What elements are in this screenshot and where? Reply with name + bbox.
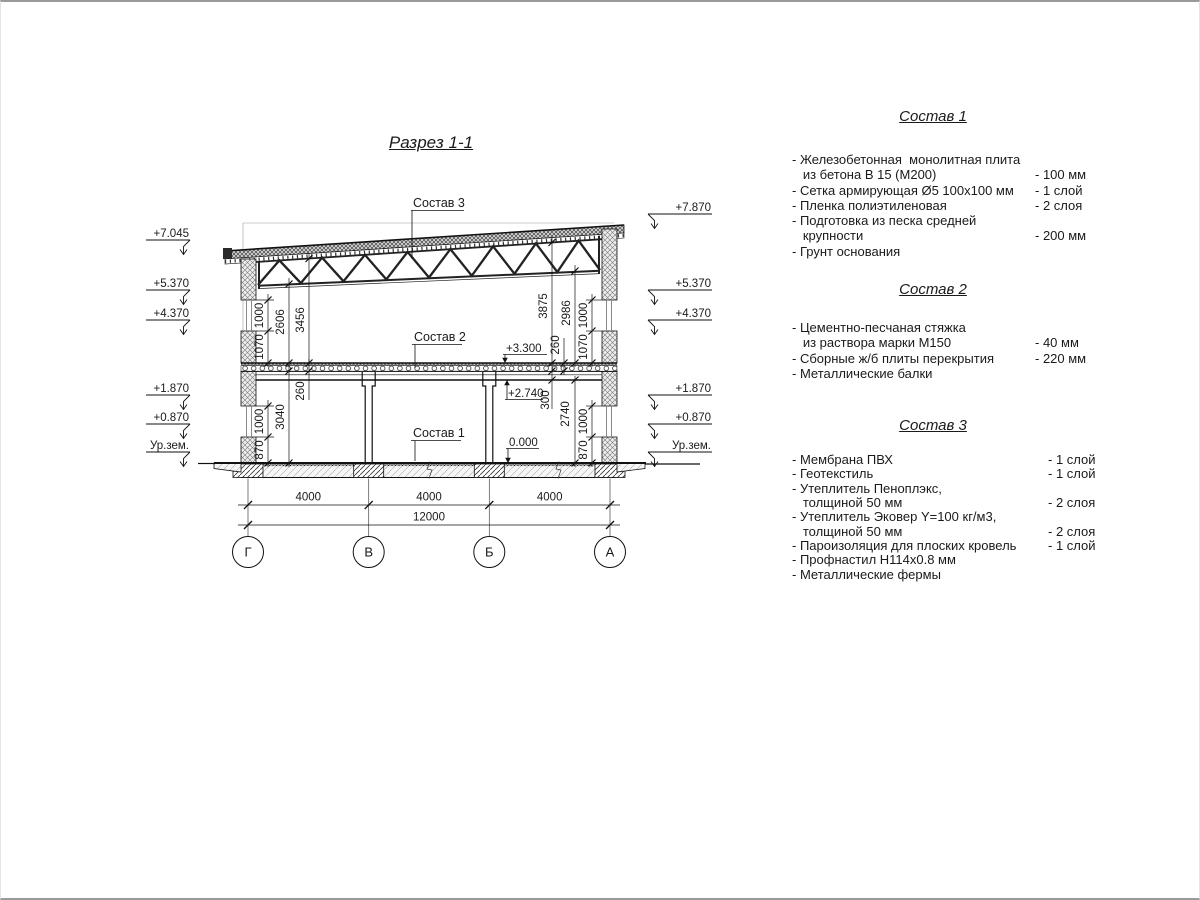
- elevation-label: +1.870: [153, 383, 189, 395]
- dim-label: 1000: [578, 302, 590, 329]
- list-item: - Сборные ж/б плиты перекрытия - 220 мм: [792, 350, 1087, 366]
- dim-label: 870: [578, 440, 590, 460]
- floor-slab: [241, 363, 617, 380]
- spec-2-list: [792, 320, 1086, 381]
- dim-label: 260: [295, 381, 307, 401]
- blind-area-right: [617, 463, 645, 472]
- list-item: - Железобетонная монолитная плита: [792, 152, 1021, 167]
- list-item: из раствора марки М150 - 40 мм: [792, 335, 1079, 351]
- wall-left-lower: [241, 371, 256, 406]
- axis-label: Г: [244, 544, 252, 560]
- drawing-title: Разрез 1-1: [388, 133, 474, 152]
- wall-left-top: [241, 259, 256, 300]
- list-item: - Подготовка из песка средней: [792, 213, 977, 229]
- list-item: из бетона В 15 (М200) - 100 мм: [792, 167, 1087, 183]
- span-dim: 4000: [536, 491, 563, 504]
- spec-3-title: Состав 3: [899, 417, 967, 434]
- dim-label: 3040: [275, 404, 287, 430]
- roof-assembly: [223, 225, 624, 264]
- wall-right-top: [602, 229, 617, 300]
- elevation-label: Ур.зем.: [671, 440, 711, 452]
- roof-left-end-cap: [223, 248, 232, 259]
- list-item: - Утеплитель Эковер Y=100 кг/м3,: [792, 509, 997, 525]
- list-item: крупности - 200 мм: [792, 228, 1087, 244]
- axis-label: В: [364, 544, 374, 560]
- list-item: толщиной 50 мм - 2 слоя: [792, 523, 1096, 539]
- list-item: - Цементно-песчаная стяжка: [792, 320, 966, 335]
- level-label: 0.000: [509, 437, 538, 449]
- axis-label: А: [605, 544, 615, 560]
- spec-1-list: [792, 152, 1086, 259]
- elevation-label: +7.045: [153, 228, 189, 240]
- callout-label: Состав 3: [413, 196, 465, 210]
- list-item: - Пленка полиэтиленовая - 2 слоя: [792, 197, 1083, 213]
- footing: [474, 464, 504, 478]
- interior-columns: [362, 372, 496, 463]
- wall-right-lower: [602, 371, 617, 406]
- elevation-label: +0.870: [153, 412, 189, 424]
- dim-label: 1070: [578, 334, 590, 360]
- axis-label: Б: [485, 544, 494, 560]
- elevation-label: Ур.зем.: [149, 440, 189, 452]
- dim-label: 3875: [538, 293, 550, 319]
- dim-label: 1000: [254, 302, 266, 329]
- ground-floor: [198, 462, 700, 479]
- spec-3-list: [792, 452, 1096, 581]
- dim-label: 300: [540, 390, 552, 410]
- span-dim: 4000: [416, 491, 442, 504]
- footing: [354, 464, 384, 478]
- list-item: - Грунт основания: [792, 243, 901, 259]
- axis-lines: [248, 479, 610, 537]
- elevation-marks-left: [146, 240, 190, 467]
- span-dim: 4000: [295, 491, 322, 504]
- callout-label: Состав 2: [414, 330, 466, 344]
- blind-area-left: [214, 463, 241, 472]
- elevation-label: +7.870: [675, 202, 711, 214]
- list-item: - Утеплитель Пеноплэкс,: [792, 480, 942, 496]
- dim-label: 1070: [254, 334, 266, 360]
- dim-label: 2986: [561, 300, 573, 326]
- list-item: - Профнастил Н114х0.8 мм: [792, 552, 956, 568]
- list-item: - Мембрана ПВХ - 1 слой: [792, 452, 1096, 467]
- dim-label: 2740: [560, 401, 572, 427]
- wall-right-base: [602, 437, 617, 463]
- dim-label: 870: [254, 440, 266, 460]
- wall-right-mid: [602, 331, 617, 363]
- elevation-label: +4.370: [153, 308, 189, 320]
- list-item: - Сетка армирующая Ø5 100х100 мм - 1 слой: [792, 182, 1083, 198]
- elevation-label: +0.870: [675, 412, 711, 424]
- dim-label: 260: [550, 335, 562, 355]
- dim-label: 3456: [295, 307, 307, 333]
- elevation-label: +1.870: [675, 383, 711, 395]
- elevation-marks-right: [648, 214, 712, 467]
- dim-label: 1000: [578, 408, 590, 435]
- elevation-label: +5.370: [675, 278, 711, 290]
- list-item: - Металлические фермы: [792, 566, 941, 582]
- list-item: - Металлические балки: [792, 365, 933, 381]
- elevation-label: +5.370: [153, 278, 189, 290]
- level-label: +3.300: [506, 343, 542, 355]
- elevation-label: +4.370: [675, 308, 711, 320]
- spec-2-title: Состав 2: [899, 281, 967, 298]
- dim-label: 1000: [254, 408, 266, 435]
- level-label: +2.740: [508, 388, 544, 400]
- callout-label: Состав 1: [413, 426, 465, 440]
- axis-bubbles: [233, 537, 626, 568]
- spec-1-title: Состав 1: [899, 108, 967, 125]
- list-item: толщиной 50 мм - 2 слоя: [792, 495, 1096, 511]
- total-dim: 12000: [413, 511, 445, 524]
- dim-label: 2606: [275, 309, 287, 335]
- list-item: - Геотекстиль - 1 слой: [792, 466, 1096, 482]
- list-item: - Пароизоляция для плоских кровель - 1 слой: [792, 538, 1096, 554]
